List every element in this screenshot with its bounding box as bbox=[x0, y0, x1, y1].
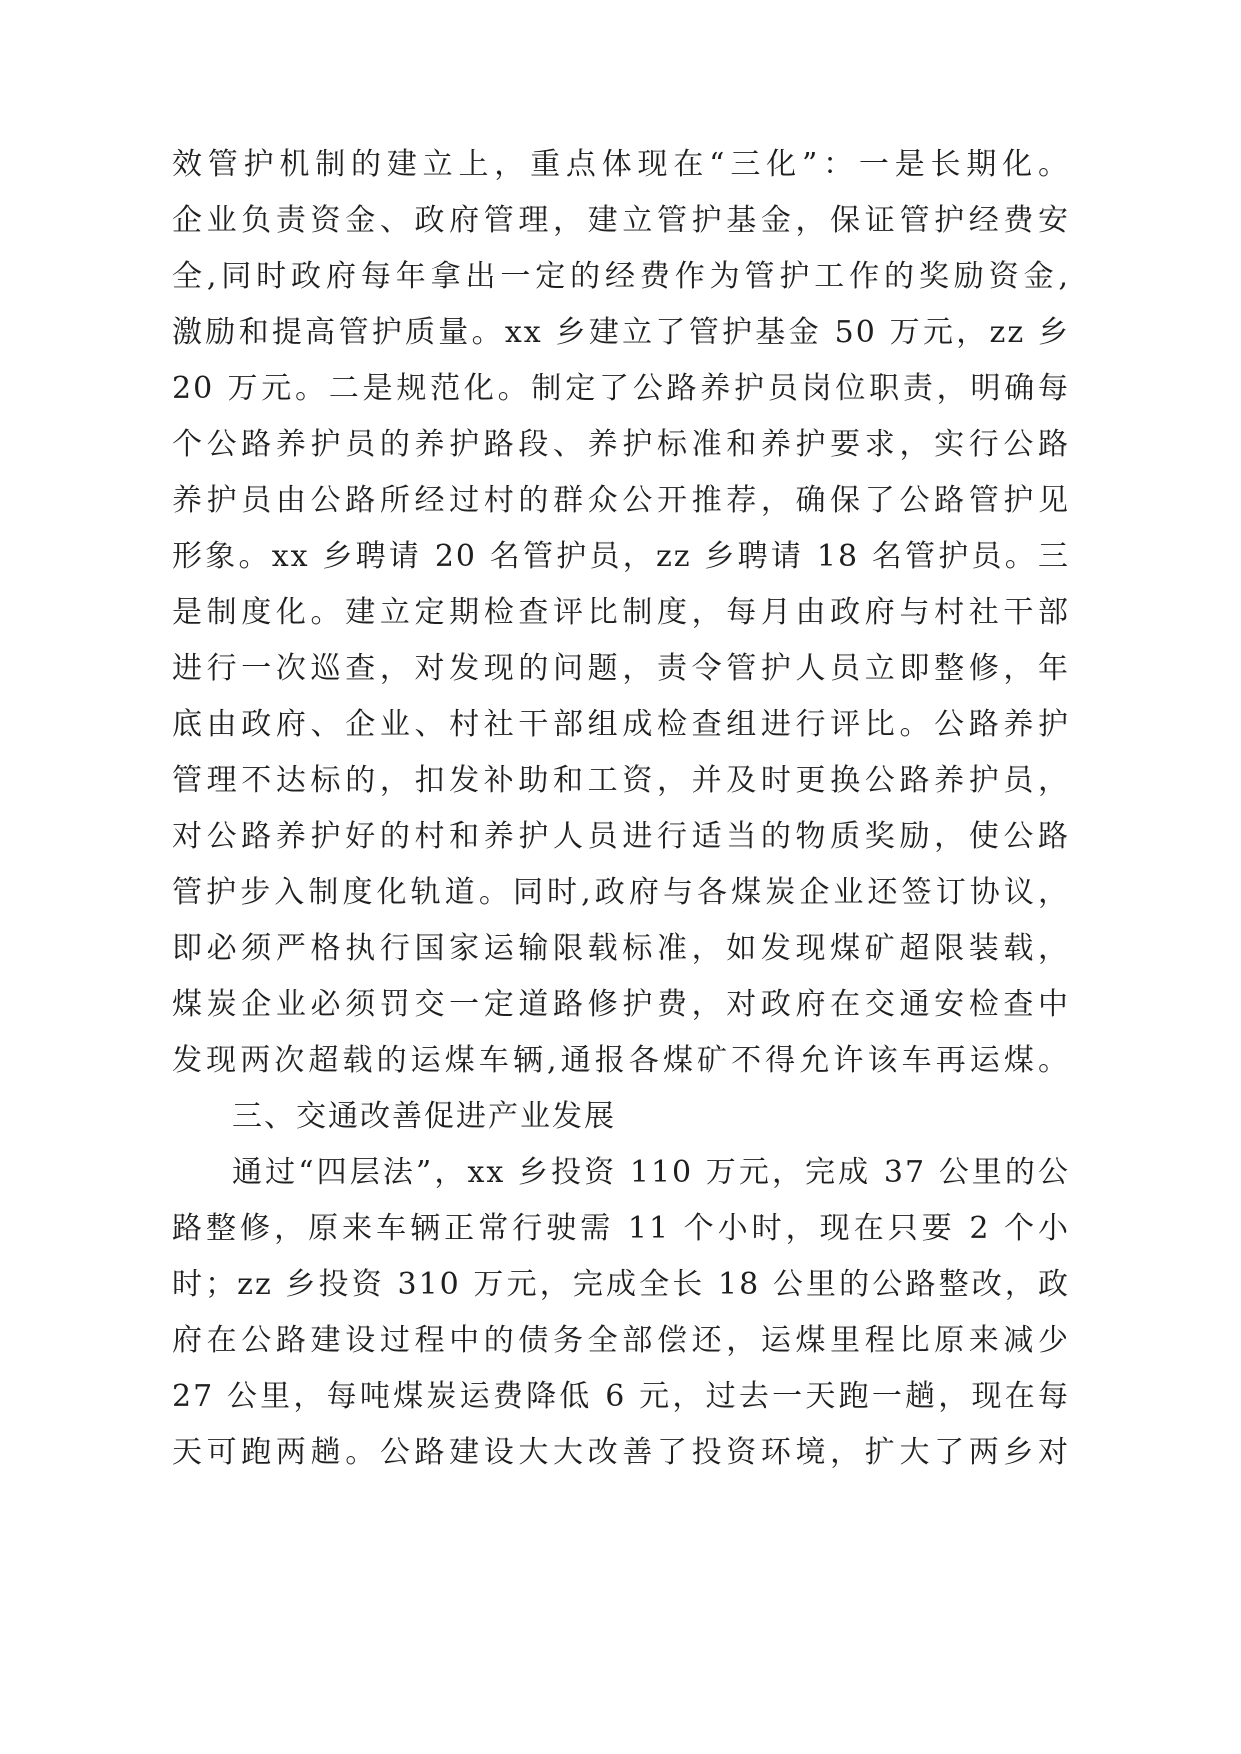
text-line: 管护步入制度化轨道。同时,政府与各煤炭企业还签订协议， bbox=[172, 875, 1070, 910]
text-line: 全,同时政府每年拿出一定的经费作为管护工作的奖励资金, bbox=[172, 259, 1070, 294]
text-line: 是制度化。建立定期检查评比制度，每月由政府与村社干部 bbox=[172, 595, 1070, 630]
text-line: 20 万元。二是规范化。制定了公路养护员岗位职责，明确每 bbox=[172, 371, 1070, 406]
text-line: 时；zz 乡投资 310 万元，完成全长 18 公里的公路整改，政 bbox=[172, 1267, 1070, 1302]
text-line: 路整修，原来车辆正常行驶需 11 个小时，现在只要 2 个小 bbox=[172, 1211, 1070, 1246]
text-line: 进行一次巡查，对发现的问题，责令管护人员立即整修，年 bbox=[172, 651, 1070, 686]
paragraph bbox=[172, 1145, 1070, 1481]
text-line: 天可跑两趟。公路建设大大改善了投资环境，扩大了两乡对 bbox=[172, 1435, 1070, 1470]
continued-paragraph bbox=[172, 137, 1070, 1089]
text-line: 对公路养护好的村和养护人员进行适当的物质奖励，使公路 bbox=[172, 819, 1070, 854]
text-line: 个公路养护员的养护路段、养护标准和养护要求，实行公路 bbox=[172, 427, 1070, 462]
text-line: 企业负责资金、政府管理，建立管护基金，保证管护经费安 bbox=[172, 203, 1070, 238]
text-line: 形象。xx 乡聘请 20 名管护员，zz 乡聘请 18 名管护员。三 bbox=[172, 539, 1070, 574]
text-line: 府在公路建设过程中的债务全部偿还，运煤里程比原来减少 bbox=[172, 1323, 1070, 1358]
text-line: 通过“四层法”，xx 乡投资 110 万元，完成 37 公里的公 bbox=[232, 1155, 1070, 1190]
text-line: 底由政府、企业、村社干部组成检查组进行评比。公路养护 bbox=[172, 707, 1070, 742]
text-line: 效管护机制的建立上，重点体现在“三化”：一是长期化。 bbox=[172, 147, 1070, 182]
text-line: 激励和提高管护质量。xx 乡建立了管护基金 50 万元，zz 乡 bbox=[172, 315, 1070, 350]
text-line: 煤炭企业必须罚交一定道路修护费，对政府在交通安检查中 bbox=[172, 987, 1070, 1022]
text-line: 即必须严格执行国家运输限载标准，如发现煤矿超限装载， bbox=[172, 931, 1070, 966]
text-line: 发现两次超载的运煤车辆,通报各煤矿不得允许该车再运煤。 bbox=[172, 1043, 1070, 1078]
text-line: 管理不达标的，扣发补助和工资，并及时更换公路养护员， bbox=[172, 763, 1070, 798]
text-line: 养护员由公路所经过村的群众公开推荐，确保了公路管护见 bbox=[172, 483, 1070, 518]
text-line: 27 公里，每吨煤炭运费降低 6 元，过去一天跑一趟，现在每 bbox=[172, 1379, 1070, 1414]
section-heading: 三、交通改善促进产业发展 bbox=[232, 1099, 616, 1134]
body-text bbox=[172, 137, 1070, 1481]
